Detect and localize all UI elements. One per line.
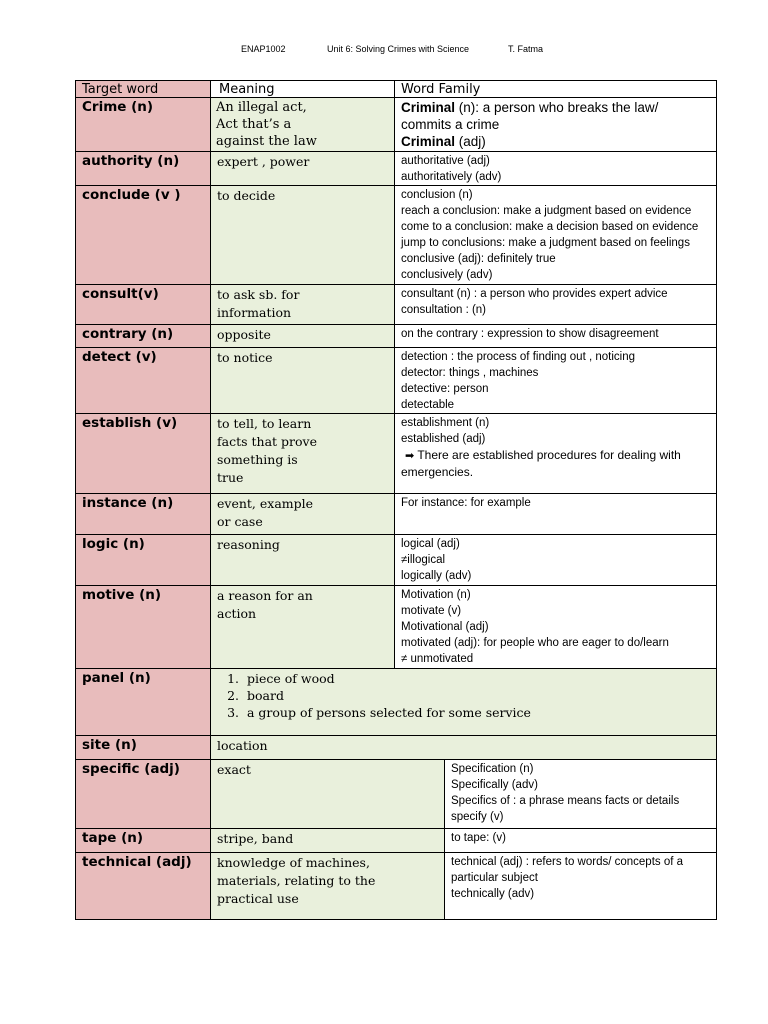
table-row	[76, 285, 717, 325]
meaning	[211, 829, 445, 853]
list-item: 3. a group of persons selected for some service	[243, 704, 711, 721]
meaning-line: exact	[217, 762, 251, 777]
meaning	[211, 853, 445, 920]
meaning-line: action	[217, 606, 257, 621]
key-term: Criminal	[401, 100, 456, 115]
word-family-line: consultation : (n)	[401, 304, 487, 316]
word-family-line: jump to conclusions: make a judgment based on feelings	[401, 237, 690, 249]
meaning-line: to ask sb. for	[217, 287, 300, 302]
column-header-target-word: Target word	[76, 81, 211, 98]
meaning-line: expert , power	[217, 154, 310, 169]
target-word: technical (adj)	[76, 853, 211, 920]
word-family	[395, 325, 717, 348]
meaning-line: to tell, to learn	[217, 416, 312, 431]
target-word: establish (v)	[76, 414, 211, 494]
word-family-line: logical (adj)	[401, 538, 460, 550]
word-family	[395, 285, 717, 325]
target-word: motive (n)	[76, 586, 211, 669]
column-header-word-family: Word Family	[395, 81, 717, 98]
word-family-line: Motivation (n)	[401, 589, 471, 601]
word-family-line: conclusion (n)	[401, 189, 473, 201]
target-word: logic (n)	[76, 535, 211, 586]
word-family-line: Criminal (n): a person who breaks the law/ commits a crime	[401, 100, 659, 132]
word-family	[445, 760, 717, 829]
column-header-meaning: Meaning	[211, 81, 395, 98]
word-family-line: technically (adv)	[451, 888, 535, 900]
meaning-line: event, example	[217, 496, 314, 511]
word-family-line: conclusive (adj): definitely true	[401, 253, 556, 265]
meaning-numbered-list	[217, 670, 711, 721]
meaning-line: against the law	[216, 134, 317, 149]
word-family-line: Specifically (adv)	[451, 779, 538, 791]
target-word: contrary (n)	[76, 325, 211, 348]
word-family-line: ≠illogical	[401, 554, 446, 566]
word-family-line: conclusively (adv)	[401, 269, 493, 281]
meaning-line: An illegal act,	[216, 100, 307, 115]
meaning-list	[211, 669, 717, 736]
word-family	[395, 186, 717, 285]
target-word: detect (v)	[76, 348, 211, 414]
target-word: instance (n)	[76, 494, 211, 535]
word-family-line: logically (adv)	[401, 570, 472, 582]
word-family-line: reach a conclusion: make a judgment based on evidence	[401, 205, 692, 217]
table-row	[76, 853, 717, 920]
table-row	[76, 669, 717, 736]
meaning-line: to decide	[217, 188, 276, 203]
word-family-line: on the contrary : expression to show disagreement	[401, 328, 659, 340]
target-word: Crime (n)	[76, 98, 211, 152]
list-item: 2. board	[243, 687, 711, 704]
word-family	[395, 494, 717, 535]
word-family-line: Specification (n)	[451, 763, 534, 775]
meaning	[211, 186, 395, 285]
meaning	[211, 98, 395, 152]
target-word: consult(v)	[76, 285, 211, 325]
page-header	[0, 44, 768, 58]
meaning-line: or case	[217, 514, 263, 529]
author-name: T. Fatma	[508, 44, 544, 54]
table-row	[76, 98, 717, 152]
word-family	[395, 98, 717, 152]
target-word: authority (n)	[76, 152, 211, 186]
table-row	[76, 414, 717, 494]
table-row	[76, 152, 717, 186]
meaning	[211, 348, 395, 414]
word-family-line: to tape: (v)	[451, 832, 506, 844]
word-family-line: detective: person	[401, 383, 489, 395]
key-term: Criminal	[401, 134, 456, 149]
table-row	[76, 186, 717, 285]
word-family-line: Specifics of : a phrase means facts or details	[451, 795, 680, 807]
meaning-line: something is	[217, 452, 298, 467]
word-family-line: motivated (adj): for people who are eager to do/learn	[401, 637, 669, 649]
meaning	[211, 760, 445, 829]
word-family	[395, 535, 717, 586]
meaning-line: materials, relating to the	[217, 873, 376, 888]
meaning-line: a reason for an	[217, 588, 313, 603]
word-family-line: Criminal (adj)	[401, 134, 486, 149]
table-row	[76, 736, 717, 760]
meaning	[211, 494, 395, 535]
list-item: 1. piece of wood	[243, 670, 711, 687]
meaning-line: information	[217, 305, 292, 320]
example-sentence	[401, 447, 711, 480]
target-word: panel (n)	[76, 669, 211, 736]
meaning-line: opposite	[217, 327, 271, 342]
word-family-line: authoritatively (adv)	[401, 171, 502, 183]
meaning	[211, 285, 395, 325]
example-text: There are established procedures for dealing with emergencies.	[401, 448, 681, 479]
table-row	[76, 586, 717, 669]
meaning-line: Act that’s a	[216, 117, 292, 132]
vocabulary-table	[75, 80, 717, 920]
word-family-line: Motivational (adj)	[401, 621, 489, 633]
table-row	[76, 494, 717, 535]
word-family-line: technical (adj) : refers to words/ concepts of a particular subject	[451, 856, 684, 884]
meaning-line: reasoning	[217, 537, 280, 552]
word-family	[445, 853, 717, 920]
word-family-line: For instance: for example	[401, 497, 531, 509]
right-arrow-icon: ➡	[405, 449, 415, 462]
word-family-line: detectable	[401, 399, 455, 411]
target-word: site (n)	[76, 736, 211, 760]
word-family-line: detection : the process of finding out , noticing	[401, 351, 635, 363]
word-family	[395, 414, 717, 494]
target-word: specific (adj)	[76, 760, 211, 829]
word-family-line: come to a conclusion: make a decision based on evidence	[401, 221, 699, 233]
table-row	[76, 348, 717, 414]
meaning-line: practical use	[217, 891, 299, 906]
word-family-line: authoritative (adj)	[401, 155, 490, 167]
meaning-line: to notice	[217, 350, 273, 365]
meaning: location	[211, 736, 717, 760]
meaning-line: true	[217, 470, 244, 485]
meaning	[211, 535, 395, 586]
unit-title: Unit 6: Solving Crimes with Science	[327, 44, 470, 54]
word-family	[395, 586, 717, 669]
word-family-line: establishment (n)	[401, 417, 490, 429]
meaning-line: stripe, band	[217, 831, 294, 846]
word-family-line: detector: things , machines	[401, 367, 539, 379]
word-family-line: ≠ unmotivated	[401, 653, 474, 665]
meaning-line: facts that prove	[217, 434, 317, 449]
course-code: ENAP1002	[241, 44, 286, 54]
meaning	[211, 325, 395, 348]
word-family-line: consultant (n) : a person who provides expert advice	[401, 288, 668, 300]
meaning	[211, 152, 395, 186]
meaning-line: knowledge of machines,	[217, 855, 370, 870]
meaning	[211, 414, 395, 494]
target-word: conclude (v )	[76, 186, 211, 285]
table-row	[76, 325, 717, 348]
meaning	[211, 586, 395, 669]
table-row	[76, 535, 717, 586]
table-header-row	[76, 81, 717, 98]
table-row	[76, 760, 717, 829]
word-family	[395, 348, 717, 414]
word-family	[395, 152, 717, 186]
word-family-line: established (adj)	[401, 433, 486, 445]
target-word: tape (n)	[76, 829, 211, 853]
word-family-line: motivate (v)	[401, 605, 462, 617]
word-family-line: specify (v)	[451, 811, 504, 823]
table-row	[76, 829, 717, 853]
word-family	[445, 829, 717, 853]
